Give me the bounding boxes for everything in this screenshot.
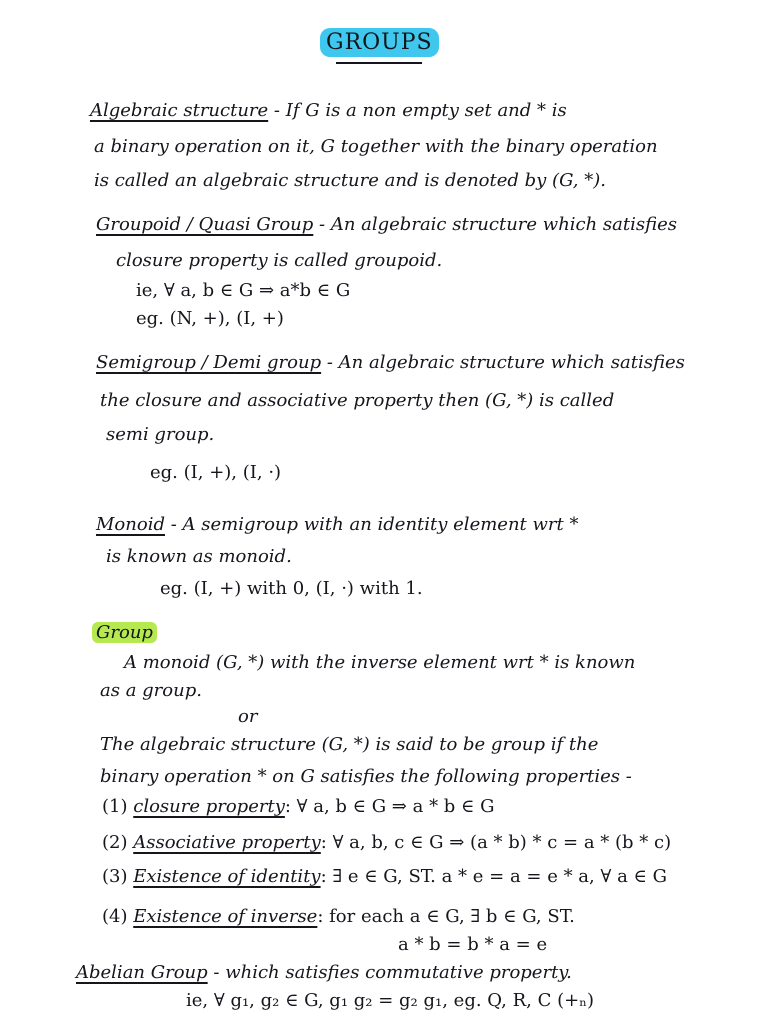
algebraic-line-2: a binary operation on it, G together with the binary operation [94, 136, 658, 157]
property-3-number: (3) [102, 866, 128, 887]
abelian-term: Abelian Group [76, 962, 208, 983]
group-line-2: as a group. [100, 680, 202, 701]
property-4 [102, 906, 575, 928]
group-or: or [238, 706, 258, 727]
property-1-number: (1) [102, 796, 128, 817]
abelian-text-1: - which satisfies commutative property. [213, 962, 572, 983]
property-2-number: (2) [102, 832, 128, 853]
monoid-line-2: is known as monoid. [106, 546, 292, 567]
monoid-text-1: - A semigroup with an identity element wrt * [170, 514, 579, 535]
groupoid-line-2: closure property is called groupoid. [116, 250, 443, 271]
property-4-term: Existence of inverse [133, 906, 318, 927]
property-1-term: closure property [133, 796, 285, 817]
page-title [320, 32, 439, 55]
semigroup-line-1 [96, 352, 685, 374]
groupoid-example: eg. (N, +), (I, +) [136, 308, 284, 329]
groupoid-text-1: - An algebraic structure which satisfies [319, 214, 678, 235]
property-4-number: (4) [102, 906, 128, 927]
semigroup-line-2: the closure and associative property then (G, *) is called [100, 390, 615, 411]
algebraic-line-3: is called an algebraic structure and is denoted by (G, *). [94, 170, 606, 191]
algebraic-text-1: - If G is a non empty set and * is [273, 100, 567, 121]
groupoid-line-3: ie, ∀ a, b ∈ G ⇒ a*b ∈ G [136, 280, 351, 301]
algebraic-line-1 [90, 100, 567, 122]
semigroup-line-3: semi group. [106, 424, 215, 445]
semigroup-example: eg. (I, +), (I, ·) [150, 462, 282, 483]
algebraic-term: Algebraic structure [90, 100, 269, 121]
property-3-rest: : ∃ e ∈ G, ST. a * e = a = e * a, ∀ a ∈ G [320, 866, 667, 887]
monoid-example: eg. (I, +) with 0, (I, ·) with 1. [160, 578, 423, 599]
property-2-term: Associative property [133, 832, 321, 853]
group-heading [92, 622, 157, 644]
abelian-line-2: ie, ∀ g₁, g₂ ∈ G, g₁ g₂ = g₂ g₁, eg. Q, R, C (+ₙ) [186, 990, 594, 1011]
semigroup-term: Semigroup / Demi group [96, 352, 322, 373]
abelian-line-1 [76, 962, 572, 984]
group-line-3: The algebraic structure (G, *) is said to be group if the [100, 734, 599, 755]
monoid-line-1 [96, 514, 578, 536]
group-term: Group [92, 622, 157, 643]
property-1-rest: : ∀ a, b ∈ G ⇒ a * b ∈ G [284, 796, 495, 817]
property-3-term: Existence of identity [133, 866, 321, 887]
property-2 [102, 832, 671, 854]
property-4-line-2: a * b = b * a = e [398, 934, 548, 955]
group-line-4: binary operation * on G satisfies the following properties - [100, 766, 632, 787]
property-3 [102, 866, 667, 888]
property-1 [102, 796, 494, 818]
title-text: GROUPS [320, 28, 439, 57]
property-2-rest: : ∀ a, b, c ∈ G ⇒ (a * b) * c = a * (b * c) [320, 832, 672, 853]
semigroup-text-1: - An algebraic structure which satisfies [326, 352, 685, 373]
group-line-1: A monoid (G, *) with the inverse element wrt * is known [124, 652, 636, 673]
groupoid-term: Groupoid / Quasi Group [96, 214, 314, 235]
monoid-term: Monoid [96, 514, 165, 535]
property-4-rest: : for each a ∈ G, ∃ b ∈ G, ST. [317, 906, 575, 927]
title-underline [336, 62, 422, 64]
groupoid-line-1 [96, 214, 677, 236]
